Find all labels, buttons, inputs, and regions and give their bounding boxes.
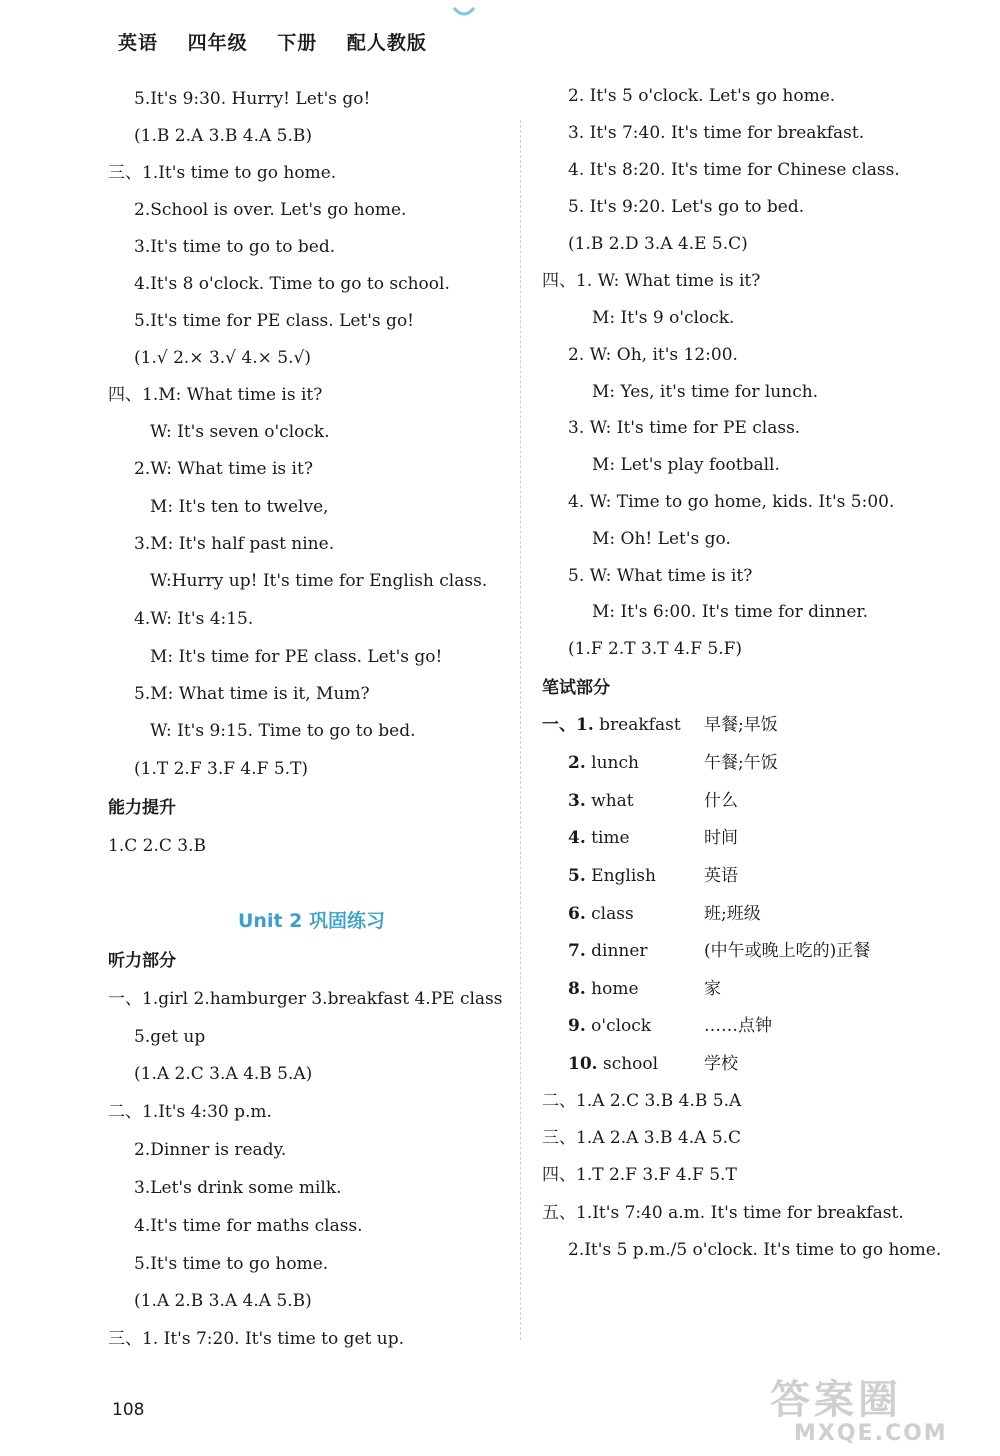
right-line: M: It's 9 o'clock. (592, 308, 735, 328)
right-line: 四、1.T 2.F 3.F 4.F 5.T (542, 1165, 737, 1185)
vocab-row (568, 827, 630, 849)
vocab-word: what (591, 791, 634, 811)
vocab-num: 8. (568, 979, 586, 999)
vocab-meaning: 班;班级 (704, 904, 761, 924)
vocab-meaning: 什么 (704, 791, 738, 811)
header-subject: 英语 (118, 32, 159, 54)
right-line: (1.F 2.T 3.T 4.F 5.F) (568, 639, 743, 659)
left-line: 四、1.M: What time is it? (108, 385, 323, 405)
left-line: 5.M: What time is it, Mum? (134, 684, 370, 704)
vocab-word: class (591, 904, 634, 924)
vocab-meaning: 午餐;午饭 (704, 753, 778, 773)
vocab-meaning: (中午或晚上吃的)正餐 (704, 941, 871, 961)
left-line: W:Hurry up! It's time for English class. (150, 571, 488, 591)
right-line: M: Yes, it's time for lunch. (592, 382, 819, 402)
left-line: 3.M: It's half past nine. (134, 534, 335, 554)
vocab-row (568, 903, 634, 925)
left-line: M: It's ten to twelve, (150, 497, 329, 517)
watermark-logo (770, 1368, 948, 1446)
vocab-meaning: 学校 (704, 1054, 738, 1074)
header-grade: 四年级 (187, 32, 248, 54)
left-line: W: It's 9:15. Time to go to bed. (150, 721, 416, 741)
right-line: 3. It's 7:40. It's time for breakfast. (568, 123, 865, 143)
vocab-num: 2. (568, 753, 586, 773)
left-line: 5.It's 9:30. Hurry! Let's go! (134, 89, 371, 109)
section-heading: 能力提升 (108, 798, 176, 818)
header-decoration-icon (452, 6, 476, 18)
right-line: (1.B 2.D 3.A 4.E 5.C) (568, 234, 748, 254)
vocab-word: breakfast (599, 715, 681, 735)
right-line: 5. It's 9:20. Let's go to bed. (568, 197, 805, 217)
vocab-row (568, 1015, 651, 1037)
left-line: M: It's time for PE class. Let's go! (150, 647, 443, 667)
vocab-meaning: 家 (704, 979, 721, 999)
left-line: 4.W: It's 4:15. (134, 609, 254, 629)
left-line: 2.School is over. Let's go home. (134, 200, 407, 220)
vocab-word: lunch (591, 753, 639, 773)
vocab-num: 7. (568, 941, 586, 961)
vocab-meaning: 早餐;早饭 (704, 715, 778, 735)
header-edition: 配人教版 (346, 32, 427, 54)
vocab-row (568, 940, 648, 962)
right-line: 四、1. W: What time is it? (542, 271, 761, 291)
vocab-row (568, 752, 639, 774)
left-line: (1.√ 2.× 3.√ 4.× 5.√) (134, 348, 311, 368)
left-line: 1.C 2.C 3.B (108, 836, 206, 856)
vocab-row (568, 865, 656, 887)
left-line: 5.get up (134, 1027, 206, 1047)
vocab-num: 5. (568, 866, 586, 886)
left-line: 一、1.girl 2.hamburger 3.breakfast 4.PE class (108, 989, 503, 1009)
left-line: 2.W: What time is it? (134, 459, 313, 479)
right-line: 4. It's 8:20. It's time for Chinese class. (568, 160, 900, 180)
vocab-word: English (591, 866, 656, 886)
left-line: 三、1. It's 7:20. It's time to get up. (108, 1329, 405, 1349)
vocab-num: 一、1. (542, 715, 594, 735)
right-line: 4. W: Time to go home, kids. It's 5:00. (568, 492, 895, 512)
left-line: (1.A 2.B 3.A 4.A 5.B) (134, 1291, 312, 1311)
vocab-num: 6. (568, 904, 586, 924)
vocab-meaning: ……点钟 (704, 1016, 772, 1036)
right-line: 2.It's 5 p.m./5 o'clock. It's time to go home. (568, 1240, 942, 1260)
left-line: 5.It's time to go home. (134, 1254, 329, 1274)
left-line: W: It's seven o'clock. (150, 422, 330, 442)
page-header (118, 28, 449, 55)
left-line: (1.A 2.C 3.A 4.B 5.A) (134, 1064, 313, 1084)
vocab-num: 9. (568, 1016, 586, 1036)
left-line: 3.Let's drink some milk. (134, 1178, 342, 1198)
left-line: 4.It's time for maths class. (134, 1216, 363, 1236)
left-line: (1.T 2.F 3.F 4.F 5.T) (134, 759, 309, 779)
vocab-meaning: 英语 (704, 866, 738, 886)
page-number: 108 (112, 1400, 145, 1420)
right-line: M: Oh! Let's go. (592, 529, 731, 549)
vocab-row (568, 978, 639, 1000)
right-line: 五、1.It's 7:40 a.m. It's time for breakfast. (542, 1203, 904, 1223)
right-line: M: Let's play football. (592, 455, 780, 475)
left-line: 4.It's 8 o'clock. Time to go to school. (134, 274, 450, 294)
column-divider (520, 120, 521, 1340)
vocab-row (568, 790, 634, 812)
vocab-word: school (602, 1054, 659, 1074)
vocab-word: home (591, 979, 639, 999)
right-line: 2. W: Oh, it's 12:00. (568, 345, 738, 365)
vocab-row (542, 714, 681, 736)
right-line: 3. W: It's time for PE class. (568, 418, 801, 438)
vocab-num: 4. (568, 828, 586, 848)
section-heading: 听力部分 (108, 951, 176, 971)
vocab-word: time (591, 828, 630, 848)
left-line: 2.Dinner is ready. (134, 1140, 287, 1160)
vocab-meaning: 时间 (704, 828, 738, 848)
unit-title: Unit 2 巩固练习 (238, 910, 385, 932)
vocab-num: 10. (568, 1054, 598, 1074)
right-line: 5. W: What time is it? (568, 566, 753, 586)
left-line: 二、1.It's 4:30 p.m. (108, 1102, 272, 1122)
right-line: 二、1.A 2.C 3.B 4.B 5.A (542, 1091, 742, 1111)
left-line: (1.B 2.A 3.B 4.A 5.B) (134, 126, 313, 146)
right-line: 三、1.A 2.A 3.B 4.A 5.C (542, 1128, 742, 1148)
vocab-word: o'clock (591, 1016, 652, 1036)
vocab-word: dinner (591, 941, 648, 961)
left-line: 5.It's time for PE class. Let's go! (134, 311, 415, 331)
header-volume: 下册 (277, 32, 318, 54)
section-heading: 笔试部分 (542, 678, 610, 698)
vocab-row (568, 1053, 658, 1075)
watermark-top: 答案圈 (770, 1377, 902, 1423)
left-line: 3.It's time to go to bed. (134, 237, 336, 257)
left-line: 三、1.It's time to go home. (108, 163, 337, 183)
watermark-bottom: MXQE.COM (794, 1421, 948, 1446)
right-line: 2. It's 5 o'clock. Let's go home. (568, 86, 836, 106)
vocab-num: 3. (568, 791, 586, 811)
right-line: M: It's 6:00. It's time for dinner. (592, 602, 869, 622)
